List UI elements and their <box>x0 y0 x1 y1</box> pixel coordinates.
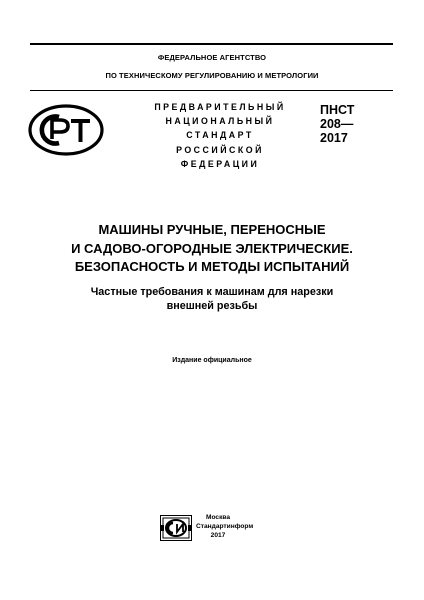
standartinform-logo-icon <box>160 515 192 541</box>
publisher-year: 2017 <box>210 532 226 539</box>
subtitle-line: внешней резьбы <box>166 299 258 312</box>
publisher-name: Стандартинформ <box>196 523 254 530</box>
standard-type-line: ПРЕДВАРИТЕЛЬНЫЙ <box>154 102 286 112</box>
standard-type-line: НАЦИОНАЛЬНЫЙ <box>165 116 275 127</box>
title-line: И САДОВО-ОГОРОДНЫЕ ЭЛЕКТРИЧЕСКИЕ. <box>71 240 353 256</box>
publisher-info <box>196 513 254 540</box>
title-line: БЕЗОПАСНОСТЬ И МЕТОДЫ ИСПЫТАНИЙ <box>74 259 350 274</box>
agency-subtitle: ПО ТЕХНИЧЕСКОМУ РЕГУЛИРОВАНИЮ И МЕТРОЛОГИИ <box>105 71 319 80</box>
gost-r-logo-icon <box>28 104 104 156</box>
standard-type-line: ФЕДЕРАЦИИ <box>180 158 260 169</box>
edition-label: Издание официальное <box>172 357 252 364</box>
agency-name: ФЕДЕРАЛЬНОЕ АГЕНТСТВО <box>157 53 267 62</box>
standard-code-line: 2017 <box>320 131 348 145</box>
standard-type-line: СТАНДАРТ <box>186 130 254 141</box>
subtitle-line: Частные требования к машинам для нарезки <box>90 286 334 298</box>
standard-code-line: 208— <box>320 117 354 131</box>
standard-type-line: РОССИЙСКОЙ <box>176 144 264 155</box>
title-line: МАШИНЫ РУЧНЫЕ, ПЕРЕНОСНЫЕ <box>98 222 326 237</box>
publisher-city: Москва <box>205 514 231 521</box>
standard-code <box>320 103 354 145</box>
standard-code-line: ПНСТ <box>320 103 355 117</box>
standard-type <box>134 100 306 171</box>
document-subtitle <box>0 286 424 313</box>
header-rule <box>30 90 393 91</box>
document-title <box>0 221 424 277</box>
top-rule <box>30 43 393 45</box>
